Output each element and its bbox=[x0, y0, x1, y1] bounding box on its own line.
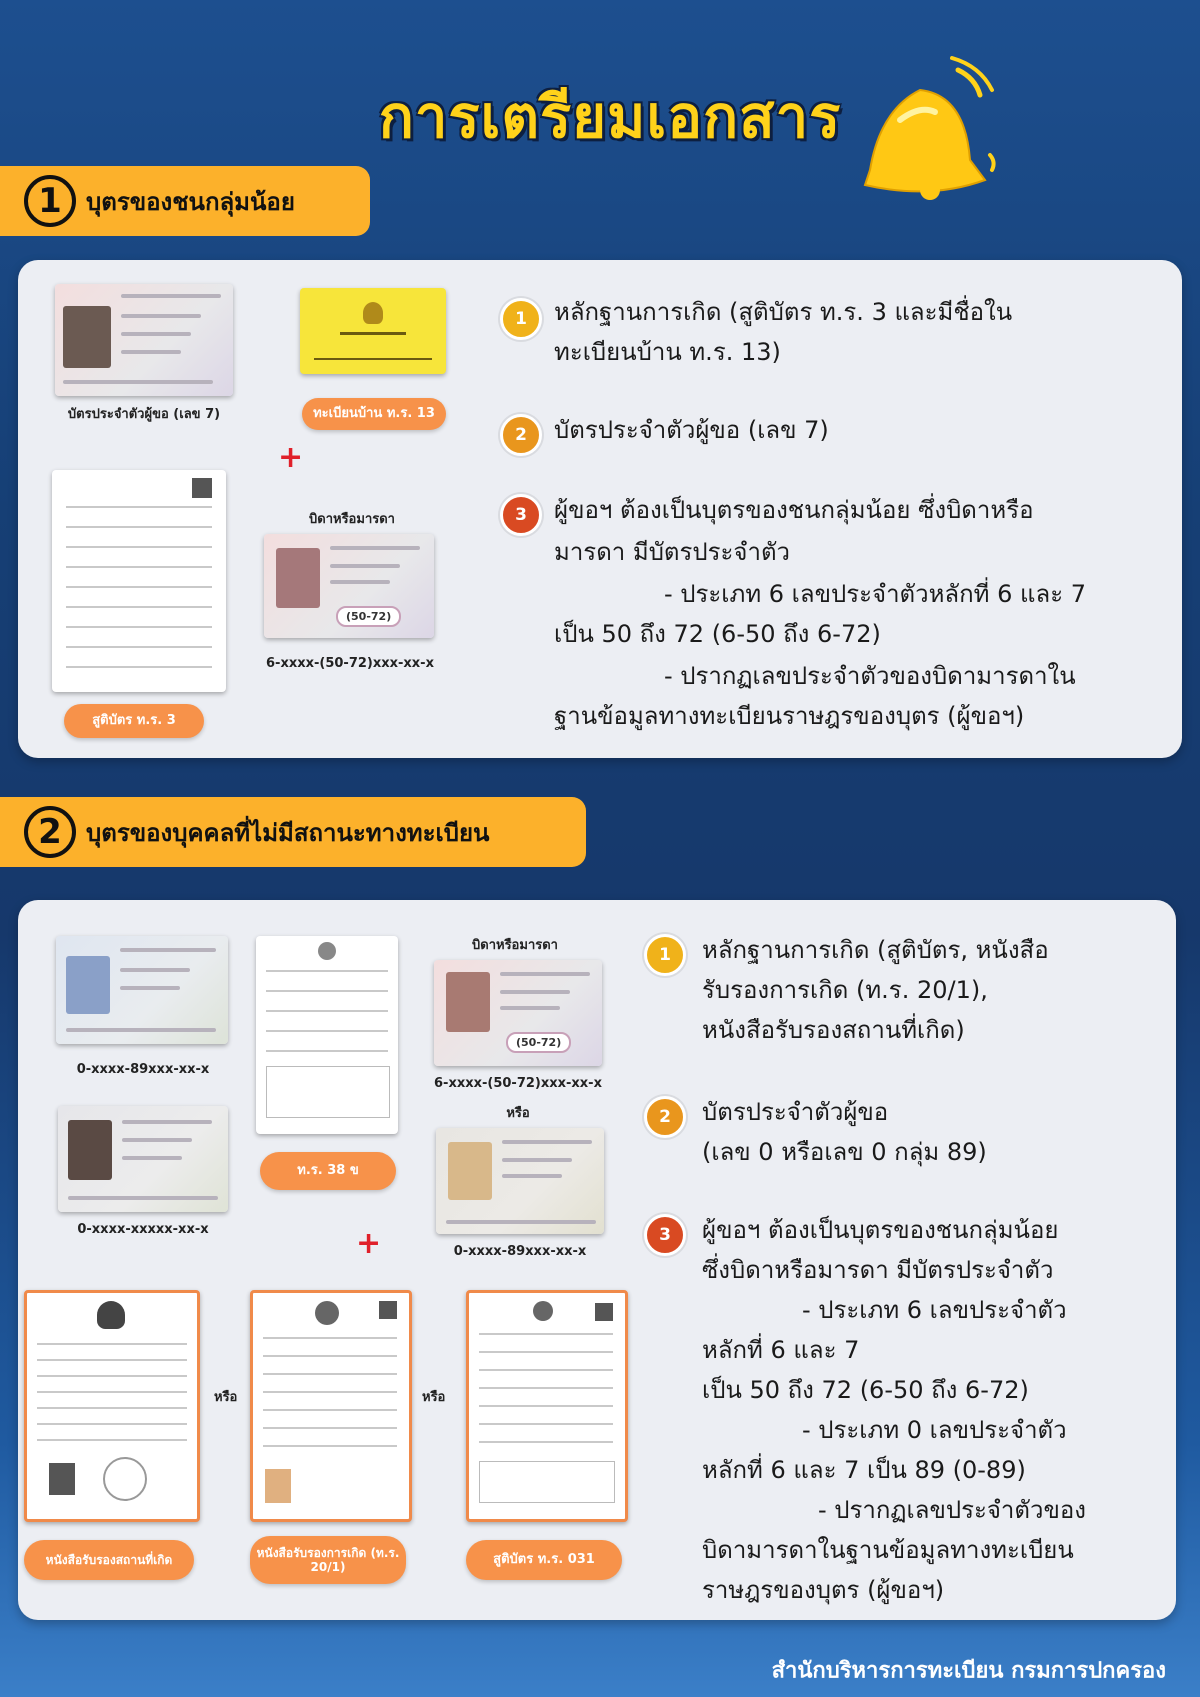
item3-number: 3 bbox=[500, 494, 542, 536]
parent-id-card-3-image bbox=[436, 1128, 604, 1234]
tr38-label: ท.ร. 38 ข bbox=[260, 1152, 396, 1190]
house-registration-image bbox=[300, 288, 446, 374]
item3-line5: - ปรากฏเลขประจำตัวของบิดามารดาใน bbox=[664, 662, 1076, 690]
or-label-1: หรือ bbox=[214, 1390, 238, 1405]
or-label-2: หรือ bbox=[422, 1390, 446, 1405]
parent2-id-format: 0-xxxx-89xxx-xx-x bbox=[453, 1244, 587, 1259]
birth-certificate-031-image bbox=[466, 1290, 628, 1522]
s2-item3-line8: - ปรากฏเลขประจำตัวของ bbox=[818, 1496, 1087, 1524]
s2-item3-line3: - ประเภท 6 เลขประจำตัว bbox=[802, 1296, 1067, 1324]
or-label-parent: หรือ bbox=[506, 1106, 530, 1121]
section1-header bbox=[0, 166, 370, 236]
item3-line4: เป็น 50 ถึง 72 (6-50 ถึง 6-72) bbox=[554, 620, 881, 648]
birthplace-certificate-label: หนังสือรับรองสถานที่เกิด bbox=[24, 1540, 194, 1580]
bell-icon bbox=[840, 50, 1000, 200]
applicant-id-card-1-image bbox=[56, 936, 228, 1044]
parent-badge-2: (50-72) bbox=[506, 1032, 571, 1053]
section1-panel bbox=[18, 260, 1182, 758]
section1-title: บุตรของชนกลุ่มน้อย bbox=[86, 187, 295, 216]
s2-item2-line1: บัตรประจำตัวผู้ขอ bbox=[702, 1098, 889, 1126]
s2-item3-line6: - ประเภท 0 เลขประจำตัว bbox=[802, 1416, 1067, 1444]
applicant-id-card-2-image bbox=[58, 1106, 228, 1212]
item3-line3: - ประเภท 6 เลขประจำตัวหลักที่ 6 และ 7 bbox=[664, 580, 1086, 608]
applicant-id-1-format: 0-xxxx-89xxx-xx-x bbox=[76, 1062, 210, 1077]
item3-line6: ฐานข้อมูลทางทะเบียนราษฎรของบุตร (ผู้ขอฯ) bbox=[554, 702, 1025, 730]
parent-badge: (50-72) bbox=[336, 606, 401, 627]
plus-icon: + bbox=[278, 440, 304, 475]
birth-certificate-031-label: สูติบัตร ท.ร. 031 bbox=[466, 1540, 622, 1580]
section2-panel bbox=[18, 900, 1176, 1620]
s2-item3-number: 3 bbox=[644, 1214, 686, 1256]
section2-header bbox=[0, 797, 586, 867]
s2-item3-line4: หลักที่ 6 และ 7 bbox=[702, 1336, 860, 1364]
id-card-caption: บัตรประจำตัวผู้ขอ (เลข 7) bbox=[67, 407, 221, 422]
s2-item3-line1: ผู้ขอฯ ต้องเป็นบุตรของชนกลุ่มน้อย bbox=[702, 1216, 1059, 1244]
item1-line1: หลักฐานการเกิด (สูติบัตร ท.ร. 3 และมีชื่อใน bbox=[554, 298, 1013, 326]
parent-id-card-image bbox=[264, 534, 434, 638]
section1-number: 1 bbox=[24, 175, 76, 227]
birthplace-certificate-image bbox=[24, 1290, 200, 1522]
item1-line2: ทะเบียนบ้าน ท.ร. 13) bbox=[554, 338, 781, 366]
plus-icon-2: + bbox=[356, 1226, 382, 1261]
parent-id-format: 6-xxxx-(50-72)xxx-xx-x bbox=[266, 656, 434, 671]
birth-certificate-tr20-image bbox=[250, 1290, 412, 1522]
tr38-document-image bbox=[256, 936, 398, 1134]
s2-item1-line2: รับรองการเกิด (ท.ร. 20/1), bbox=[702, 976, 988, 1004]
id-card-image bbox=[55, 284, 233, 396]
s2-item2-line2: (เลข 0 หรือเลข 0 กลุ่ม 89) bbox=[702, 1138, 987, 1166]
house-registration-label: ทะเบียนบ้าน ท.ร. 13 bbox=[302, 398, 446, 430]
s2-item3-line10: ราษฎรของบุตร (ผู้ขอฯ) bbox=[702, 1576, 945, 1604]
item1-number: 1 bbox=[500, 298, 542, 340]
birth-certificate-label: สูติบัตร ท.ร. 3 bbox=[64, 704, 204, 738]
page-title: การเตรียมเอกสาร bbox=[378, 83, 842, 151]
parent-label: บิดาหรือมารดา bbox=[309, 512, 395, 527]
s2-item2-number: 2 bbox=[644, 1096, 686, 1138]
item3-line1: ผู้ขอฯ ต้องเป็นบุตรของชนกลุ่มน้อย ซึ่งบิดาหรือ bbox=[554, 496, 1034, 524]
s2-item3-line5: เป็น 50 ถึง 72 (6-50 ถึง 6-72) bbox=[702, 1376, 1029, 1404]
s2-item1-line3: หนังสือรับรองสถานที่เกิด) bbox=[702, 1016, 965, 1044]
s2-item3-line9: บิดามารดาในฐานข้อมูลทางทะเบียน bbox=[702, 1536, 1074, 1564]
s2-item3-line2: ซึ่งบิดาหรือมารดา มีบัตรประจำตัว bbox=[702, 1256, 1054, 1284]
parent-id-card-2-image bbox=[434, 960, 602, 1066]
applicant-id-2-format: 0-xxxx-xxxxx-xx-x bbox=[77, 1222, 209, 1237]
birth-certificate-tr20-label: หนังสือรับรองการเกิด (ท.ร. 20/1) bbox=[250, 1536, 406, 1584]
birth-certificate-image bbox=[52, 470, 226, 692]
s2-item1-number: 1 bbox=[644, 934, 686, 976]
s2-item3-line7: หลักที่ 6 และ 7 เป็น 89 (0-89) bbox=[702, 1456, 1026, 1484]
parent-label-2: บิดาหรือมารดา bbox=[472, 938, 558, 953]
item3-line2: มารดา มีบัตรประจำตัว bbox=[554, 538, 791, 566]
s2-item1-line1: หลักฐานการเกิด (สูติบัตร, หนังสือ bbox=[702, 936, 1049, 964]
footer-text: สำนักบริหารการทะเบียน กรมการปกครอง bbox=[771, 1658, 1166, 1684]
section2-title: บุตรของบุคคลที่ไม่มีสถานะทางทะเบียน bbox=[86, 818, 490, 847]
item2-line1: บัตรประจำตัวผู้ขอ (เลข 7) bbox=[554, 416, 829, 444]
section2-number: 2 bbox=[24, 806, 76, 858]
item2-number: 2 bbox=[500, 414, 542, 456]
parent-id-format-2: 6-xxxx-(50-72)xxx-xx-x bbox=[434, 1076, 602, 1091]
